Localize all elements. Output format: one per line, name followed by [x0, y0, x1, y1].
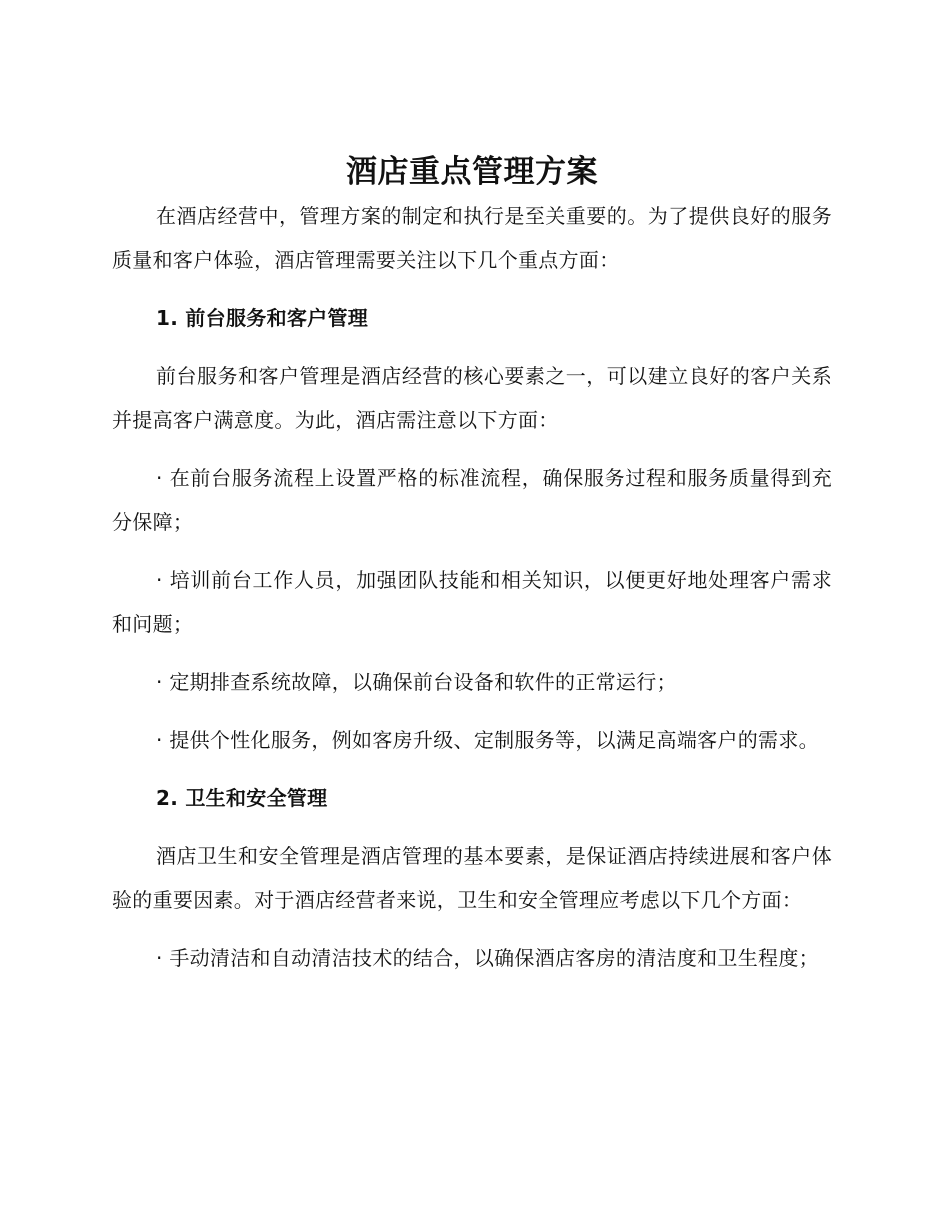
- section-1-body: 前台服务和客户管理是酒店经营的核心要素之一，可以建立良好的客户关系并提高客户满意度。为此，酒店需注意以下方面：: [112, 364, 832, 432]
- section-2-heading: 2. 卫生和安全管理: [156, 786, 328, 810]
- document-title: 酒店重点管理方案: [346, 154, 598, 190]
- intro-paragraph: 在酒店经营中，管理方案的制定和执行是至关重要的。为了提供良好的服务质量和客户体验，酒店管理需要关注以下几个重点方面：: [112, 204, 832, 272]
- section-1-bullet-4: · 提供个性化服务，例如客房升级、定制服务等，以满足高端客户的需求。: [156, 728, 819, 752]
- section-2-body: 酒店卫生和安全管理是酒店管理的基本要素，是保证酒店持续进展和客户体验的重要因素。对于酒店经营者来说，卫生和安全管理应考虑以下几个方面：: [112, 844, 832, 912]
- section-1-bullet-3: · 定期排查系统故障，以确保前台设备和软件的正常运行；: [156, 670, 677, 694]
- section-1-bullet-2: · 培训前台工作人员，加强团队技能和相关知识，以便更好地处理客户需求和问题；: [112, 568, 832, 636]
- section-1-heading: 1. 前台服务和客户管理: [156, 306, 369, 330]
- section-1-bullet-1: · 在前台服务流程上设置严格的标准流程，确保服务过程和服务质量得到充分保障；: [112, 466, 832, 534]
- document-page: [112, 150, 832, 980]
- section-2-bullet-1: · 手动清洁和自动清洁技术的结合，以确保酒店客房的清洁度和卫生程度；: [156, 946, 819, 970]
